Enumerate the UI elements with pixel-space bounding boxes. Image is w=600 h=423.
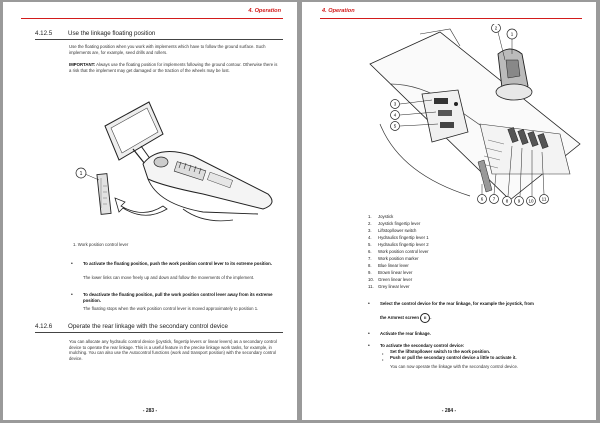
important-text: Always use the floating position for implements following the ground contour. Otherwise there is a risk that the implement may get damaged or the traction of the wheels may be lost. xyxy=(69,62,278,73)
callout-6: 6 xyxy=(480,196,484,202)
page-header: 4. Operation xyxy=(248,8,281,14)
legend-item: 2. Joystick fingertip lever xyxy=(368,221,421,226)
bullet-marker: • xyxy=(368,331,370,337)
legend-item: 11. Grey linear lever xyxy=(368,284,410,289)
armrest-controls-figure xyxy=(360,24,588,208)
callout-8: 8 xyxy=(505,198,509,204)
bullet-body: The lower links can move freely up and down and follow the movements of the implement. xyxy=(83,275,255,280)
section2-paragraph: You can allocate any hydraulic control device (joystick, fingertip levers or linear levers) as a secondary control device to operate the rear linkage. This is a useful feature in the precise linkage work tasks, for example, in mulching. You can also use the Autocontrol functions (work and transport position) with the secondary control device. xyxy=(69,339,277,362)
callout-5: 5 xyxy=(393,123,397,129)
sub-bullet-marker: • xyxy=(382,357,384,362)
legend-item: 1. Joystick xyxy=(368,214,394,219)
step-armrest-screen: the Armrest screen II . xyxy=(380,313,584,323)
left-page xyxy=(3,2,297,420)
section-number: 4.12.6 xyxy=(35,323,53,330)
bullet-marker: • xyxy=(368,301,370,307)
step-activate-linkage: Activate the rear linkage. xyxy=(380,331,431,336)
step-select-device: Select the control device for the rear linkage, for example the joystick, from xyxy=(380,301,534,306)
figure-callout-label: 1 xyxy=(79,171,83,177)
important-note xyxy=(69,62,281,73)
bullet-marker: • xyxy=(368,343,370,349)
callout-11: 11 xyxy=(541,196,547,202)
sub-step-liftstop: Set the liftstop/lower switch to the work position. xyxy=(390,349,491,354)
step-activate-secondary: To activate the secondary control device: xyxy=(380,343,465,348)
section-number: 4.12.5 xyxy=(35,30,53,37)
bullet-title: To deactivate the floating position, pull the work position control lever away from its extreme position. xyxy=(83,292,273,303)
callout-1: 1 xyxy=(510,31,514,37)
joystick xyxy=(496,49,532,100)
armrest-outline xyxy=(370,29,580,200)
legend-item: 9. Brown linear lever xyxy=(368,270,413,275)
sub-bullet-marker: • xyxy=(382,351,384,356)
right-page xyxy=(302,2,596,420)
armrest-figure xyxy=(63,94,283,229)
legend-item: 3. Liftstop/lower switch xyxy=(368,228,417,233)
section-title: Use the linkage floating position xyxy=(68,30,156,37)
bullet-marker: • xyxy=(71,261,73,267)
section-heading xyxy=(35,323,283,333)
step-note: You can now operate the linkage with the secondary control device. xyxy=(390,364,519,369)
sub-step-push-pull: Push or pull the secondary control device a little to activate it. xyxy=(390,355,517,360)
section-heading xyxy=(35,30,283,40)
important-label: IMPORTANT: xyxy=(69,62,96,67)
legend-list xyxy=(368,214,568,294)
page-header: 4. Operation xyxy=(322,8,355,14)
callout-2: 2 xyxy=(494,25,498,31)
page-number: - 283 - xyxy=(142,408,158,414)
section-title: Operate the rear linkage with the secondary control device xyxy=(68,323,228,330)
legend-item: 6. Work position control lever xyxy=(368,249,429,254)
callout-9: 9 xyxy=(517,198,521,204)
legend-item: 4. Hydraulics fingertip lever 1 xyxy=(368,235,429,240)
bullet-marker: • xyxy=(71,292,73,298)
armrest-screen-text: the Armrest screen xyxy=(380,315,420,321)
bullet-body: The floating stops when the work position control lever is moved approximately to position 1. xyxy=(83,306,259,311)
legend-item: 10. Green linear lever xyxy=(368,277,413,282)
callout-10: 10 xyxy=(528,198,534,204)
legend-item: 5. Hydraulics fingertip lever 2 xyxy=(368,242,429,247)
callout-7: 7 xyxy=(492,196,496,202)
callout-4: 4 xyxy=(393,112,397,118)
header-rule xyxy=(21,18,283,19)
page-number: - 284 - xyxy=(441,408,457,414)
bullet-title: To activate the floating position, push the work position control lever to its extreme position. xyxy=(83,261,273,266)
legend-item: 8. Blue linear lever xyxy=(368,263,409,268)
header-rule xyxy=(320,18,582,19)
callout-3: 3 xyxy=(393,101,397,107)
figure-caption: 1. Work position control lever xyxy=(73,242,129,247)
legend-item: 7. Work position marker xyxy=(368,256,419,261)
intro-paragraph: Use the floating position when you work with implements which have to follow the ground surface. Such implements are, for example, seed drills and rollers. xyxy=(69,44,266,55)
linkage-screen-icon: II xyxy=(420,313,430,323)
